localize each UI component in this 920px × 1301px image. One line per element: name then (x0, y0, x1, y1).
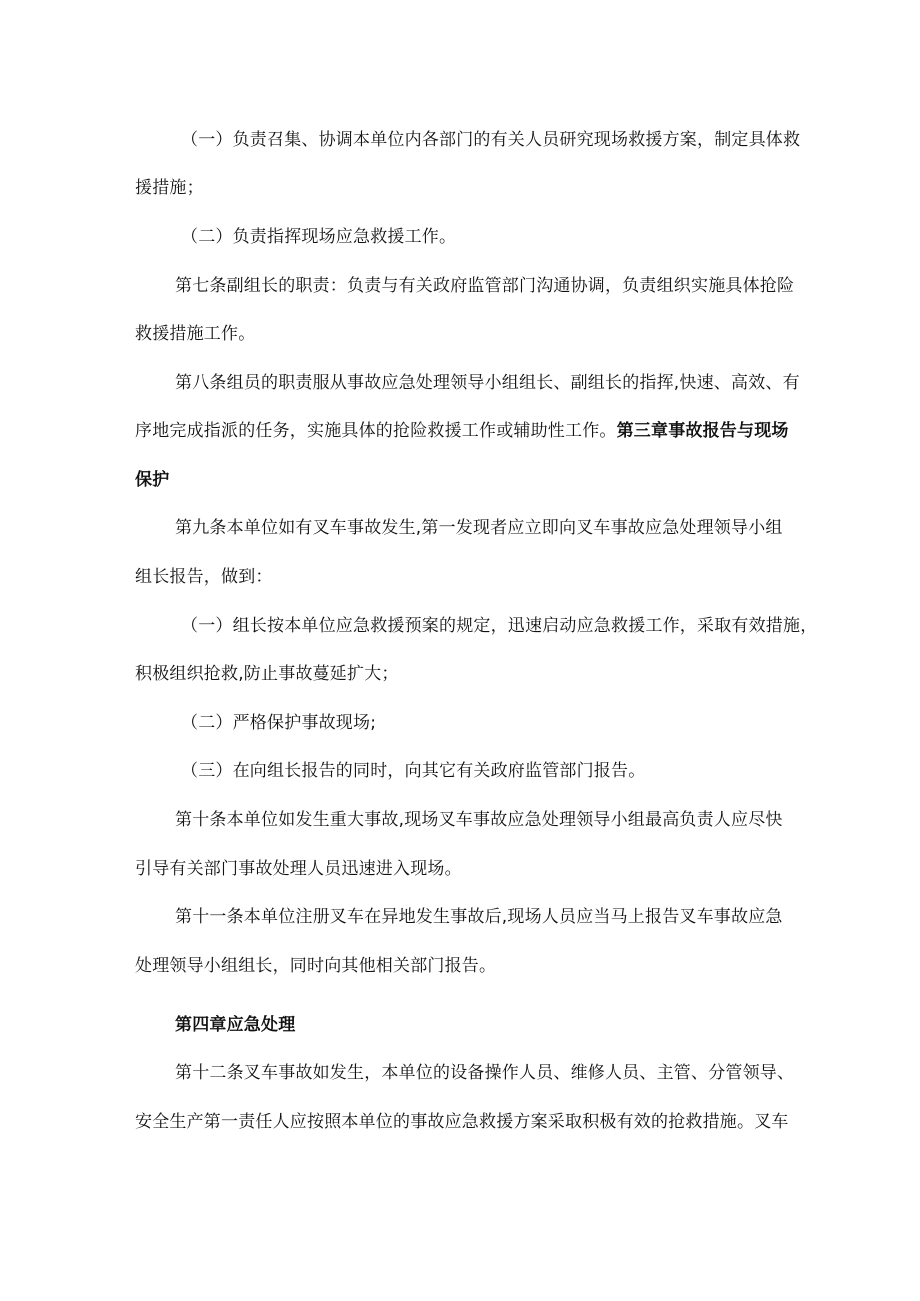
clause-1-1-cont: 援措施； (135, 178, 204, 198)
clause-9-1-cont: 积极组织抢救,防止事故蔓延扩大； (135, 664, 399, 684)
article-12: 第十二条叉车事故如发生，本单位的设备操作人员、维修人员、主管、分管领导、 (175, 1063, 795, 1083)
article-10-cont: 引导有关部门事故处理人员迅速进入现场。 (135, 859, 462, 879)
article-7-cont: 救援措施工作。 (135, 324, 256, 344)
article-9: 第九条本单位如有叉车事故发生,第一发现者应立即向叉车事故应急处理领导小组 (175, 518, 783, 538)
clause-9-1: （一）组长按本单位应急救援预案的规定，迅速启动应急救援工作，采取有效措施， (181, 616, 818, 636)
clause-1-1: （一）负责召集、协调本单位内各部门的有关人员研究现场救援方案，制定具体救 (181, 130, 801, 150)
article-9-cont: 组长报告，做到： (135, 567, 273, 587)
chapter-4-heading: 第四章应急处理 (175, 1015, 296, 1035)
article-8: 第八条组员的职责服从事故应急处理领导小组组长、副组长的指挥,快速、高效、有 (175, 373, 800, 393)
article-10: 第十条本单位如发生重大事故,现场叉车事故应急处理领导小组最高负责人应尽快 (175, 810, 783, 830)
chapter-3-heading-cont: 保护 (135, 470, 170, 490)
article-7: 第七条副组长的职责：负责与有关政府监管部门沟通协调，负责组织实施具体抢险 (175, 276, 795, 296)
article-12-cont: 安全生产第一责任人应按照本单位的事故应急救援方案采取积极有效的抢救措施。叉车 (135, 1112, 789, 1132)
article-11: 第十一条本单位注册叉车在异地发生事故后,现场人员应当马上报告叉车事故应急 (175, 907, 783, 927)
clause-9-2: （二）严格保护事故现场; (181, 713, 377, 733)
clause-1-2: （二）负责指挥现场应急救援工作。 (181, 227, 457, 247)
chapter-3-heading: 第三章事故报告与现场 (616, 421, 789, 441)
article-8-text: 序地完成指派的任务，实施具体的抢险救援工作或辅助性工作。 (135, 421, 617, 441)
clause-9-3: （三）在向组长报告的同时，向其它有关政府监管部门报告。 (181, 761, 646, 781)
article-8-cont (135, 419, 789, 443)
article-11-cont: 处理领导小组组长，同时向其他相关部门报告。 (135, 956, 497, 976)
